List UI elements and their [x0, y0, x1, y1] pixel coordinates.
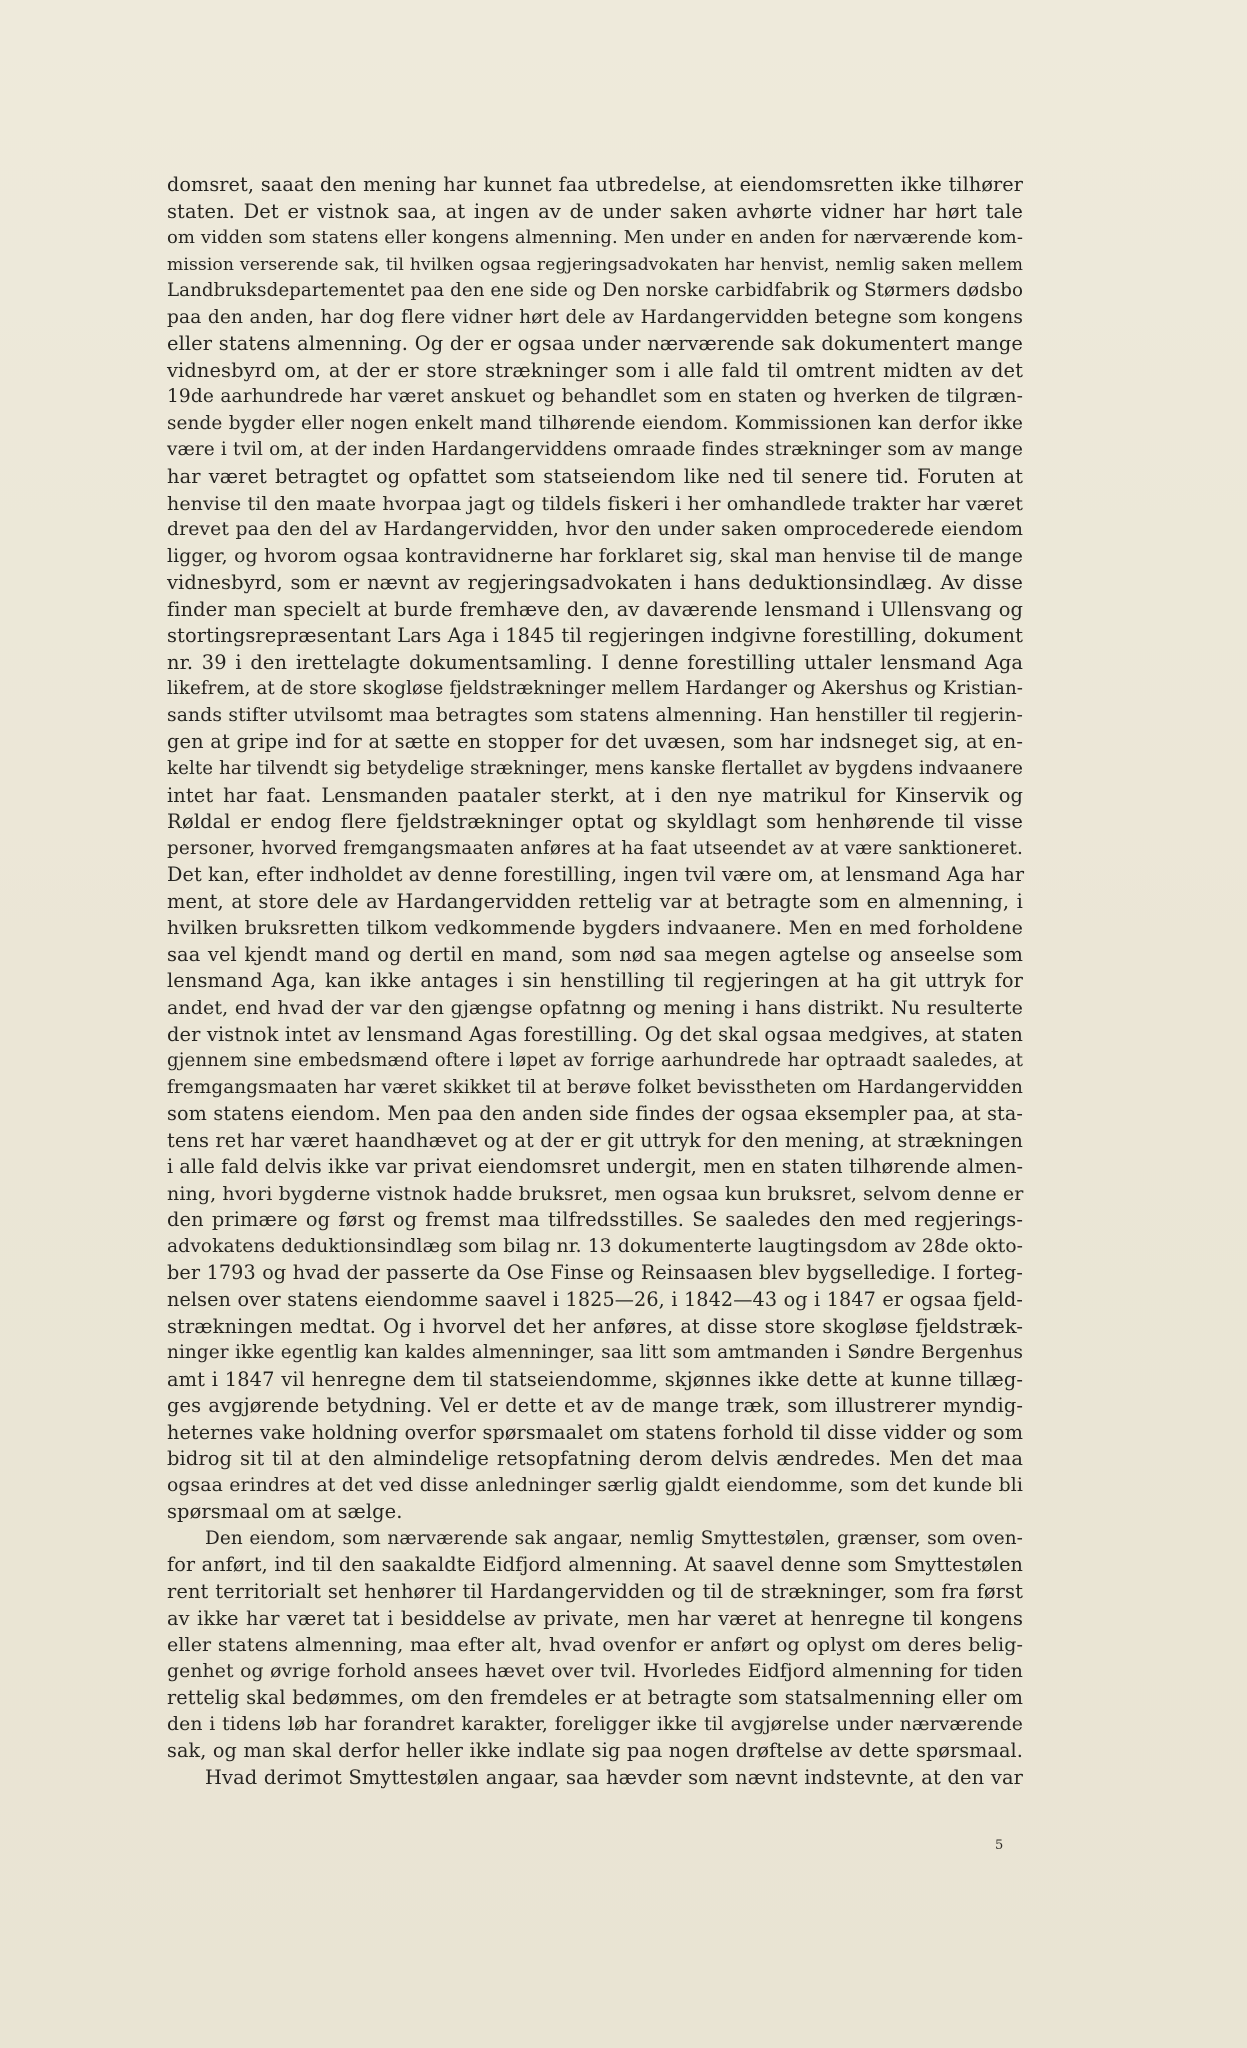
text-line: kelte har tilvendt sig betydelige strækninger, mens kanske flertallet av bygdens indvaanere: [167, 758, 1023, 780]
text-line: finder man specielt at burde fremhæve den, av daværende lensmand i Ullensvang og: [167, 597, 1023, 621]
text-line: domsret, saaat den mening har kunnet faa utbredelse, at eiendomsretten ikke tilhører: [167, 173, 1023, 196]
text-line: staten. Det er vistnok saa, at ingen av de under saken avhørte vidner har hørt tale: [167, 199, 1023, 223]
text-line: Det kan, efter indholdet av denne forestilling, ingen tvil være om, at lensmand Aga har: [167, 863, 1025, 887]
text-line: i alle fald delvis ikke var privat eiendomsret undergit, men en staten tilhørende almen-: [167, 1155, 1024, 1179]
text-line: Landbruksdepartementet paa den ene side og Den norske carbidfabrik og Størmers dødsbo: [167, 280, 1023, 302]
text-line: 19de aarhundrede har været anskuet og behandlet som en staten og hverken de tilgræn-: [167, 386, 1023, 408]
text-line: Den eiendom, som nærværende sak angaar, nemlig Smyttestølen, grænser, som oven-: [205, 1527, 1023, 1549]
text-line: om vidden som statens eller kongens almenning. Men under en anden for nærværende kom-: [167, 227, 1024, 249]
text-line: bidrog sit til at den almindelige retsopfatning derom delvis ændredes. Men det maa: [167, 1447, 1023, 1471]
page-number: 5: [995, 1838, 1004, 1853]
text-line: fremgangsmaaten har været skikket til at berøve folket bevisstheten om Hardangervidden: [167, 1076, 1023, 1098]
text-line: genhet og øvrige forhold ansees hævet over tvil. Hvorledes Eidfjord almenning for tiden: [167, 1660, 1023, 1682]
text-line: personer, hvorved fremgangsmaaten anføres at ha faat utseendet av at være sanktioneret.: [167, 837, 1023, 859]
text-line: nr. 39 i den irettelagte dokumentsamling. I denne forestilling uttaler lensmand Aga: [167, 650, 1023, 674]
text-line: den i tidens løb har forandret karakter, foreligger ikke til avgjørelse under nærværende: [167, 1713, 1023, 1735]
text-line: drevet paa den del av Hardangervidden, hvor den under saken omprocederede eiendom: [167, 519, 1023, 541]
text-line: sak, og man skal derfor heller ikke indlate sig paa nogen drøftelse av dette spørsmaal.: [167, 1739, 1023, 1763]
text-line: andet, end hvad der var den gjængse opfatnng og mening i hans distrikt. Nu resulterte: [167, 996, 1023, 1019]
text-line: ment, at store dele av Hardangervidden rettelig var at betragte som en almenning, i: [167, 889, 1023, 913]
text-line: har været betragtet og opfattet som statseiendom like ned til senere tid. Foruten at: [167, 465, 1023, 489]
text-line: saa vel kjendt mand og dertil en mand, som nød saa megen agtelse og anseelse som: [167, 942, 1023, 966]
text-line: ning, hvori bygderne vistnok hadde bruksret, men ogsaa kun bruksret, selvom denne er: [167, 1182, 1024, 1205]
text-line: amt i 1847 vil henregne dem til statseiendomme, skjønnes ikke dette at kunne tillæg-: [167, 1367, 1023, 1391]
body-text: [167, 172, 1023, 1791]
text-line: sands stifter utvilsomt maa betragtes som statens almenning. Han henstiller til regjerin-: [167, 704, 1023, 726]
text-line: likefrem, at de store skogløse fjeldstrækninger mellem Hardanger og Akershus og Kristian-: [167, 678, 1023, 700]
text-line: gen at gripe ind for at sætte en stopper for det uvæsen, som har indsneget sig, at en-: [167, 730, 1023, 754]
text-line: ogsaa erindres at det ved disse anledninger særlig gjaldt eiendomme, som det kunde bli: [167, 1474, 1023, 1496]
text-line: hvilken bruksretten tilkom vedkommende bygders indvaanere. Men en med forholdene: [167, 917, 1023, 940]
text-line: heternes vake holdning overfor spørsmaalet om statens forhold til disse vidder og som: [167, 1420, 1023, 1444]
text-line: paa den anden, har dog flere vidner hørt dele av Hardangervidden betegne som kongens: [167, 306, 1023, 328]
text-line: som statens eiendom. Men paa den anden side findes der ogsaa eksempler paa, at sta-: [167, 1102, 1023, 1126]
text-line: for anført, ind til den saakaldte Eidfjord almenning. At saavel denne som Smyttestølen: [167, 1553, 1023, 1577]
text-line: spørsmaal om at sælge.: [167, 1500, 403, 1524]
text-line: der vistnok intet av lensmand Agas forestilling. Og det skal ogsaa medgives, at staten: [167, 1022, 1023, 1046]
text-line: være i tvil om, at der inden Hardangerviddens omraade findes strækninger som av mange: [167, 439, 1023, 461]
text-line: mission verserende sak, til hvilken ogsaa regjeringsadvokaten har henvist, nemlig saken mellem: [167, 254, 1023, 275]
text-line: Hvad derimot Smyttestølen angaar, saa hævder som nævnt indstevnte, at den var: [205, 1765, 1023, 1789]
text-line: vidnesbyrd om, at der er store strækninger som i alle fald til omtrent midten av det: [167, 358, 1023, 382]
text-line: intet har faat. Lensmanden paataler sterkt, at i den nye matrikul for Kinservik og: [167, 783, 1023, 807]
text-line: stortingsrepræsentant Lars Aga i 1845 til regjeringen indgivne forestilling, dokument: [167, 624, 1023, 648]
text-line: advokatens deduktionsindlæg som bilag nr. 13 dokumenterte laugtingsdom av 28de okto-: [167, 1235, 1023, 1257]
text-line: ges avgjørende betydning. Vel er dette et av de mange træk, som illustrerer myndig-: [167, 1394, 1023, 1418]
text-line: eller statens almenning. Og der er ogsaa under nærværende sak dokumentert mange: [167, 332, 1023, 356]
text-line: av ikke har været tat i besiddelse av private, men har været at henregne til kongens: [167, 1606, 1023, 1630]
text-line: strækningen medtat. Og i hvorvel det her anføres, at disse store skogløse fjeldstræk-: [167, 1314, 1023, 1338]
text-line: eller statens almenning, maa efter alt, hvad ovenfor er anført og oplyst om deres belig-: [167, 1634, 1023, 1657]
text-line: den primære og først og fremst maa tilfredsstilles. Se saaledes den med regjerings-: [167, 1208, 1023, 1232]
text-line: vidnesbyrd, som er nævnt av regjeringsadvokaten i hans deduktionsindlæg. Av disse: [167, 571, 1023, 595]
text-line: ligger, og hvorom ogsaa kontravidnerne har forklaret sig, skal man henvise til de mange: [167, 545, 1023, 567]
text-line: rent territorialt set henhører til Hardangervidden og til de strækninger, som fra først: [167, 1579, 1023, 1603]
text-line: ber 1793 og hvad der passerte da Ose Finse og Reinsaasen blev bygselledige. I forteg-: [167, 1261, 1023, 1285]
text-line: Røldal er endog flere fjeldstrækninger optat og skyldlagt som henhørende til visse: [167, 810, 1023, 834]
text-line: nelsen over statens eiendomme saavel i 1825—26, i 1842—43 og i 1847 er ogsaa fjeld-: [167, 1287, 1023, 1311]
text-line: rettelig skal bedømmes, om den fremdeles er at betragte som statsalmenning eller om: [167, 1686, 1023, 1710]
text-line: lensmand Aga, kan ikke antages i sin henstilling til regjeringen at ha git uttryk for: [167, 969, 1023, 993]
text-line: ninger ikke egentlig kan kaldes almenninger, saa litt som amtmanden i Søndre Bergenhus: [167, 1342, 1023, 1364]
text-line: sende bygder eller nogen enkelt mand tilhørende eiendom. Kommissionen kan derfor ikke: [167, 412, 1023, 434]
text-line: tens ret har været haandhævet og at der er git uttryk for den mening, at strækningen: [167, 1128, 1023, 1152]
text-line: henvise til den maate hvorpaa jagt og tildels fiskeri i her omhandlede trakter har været: [167, 492, 1023, 515]
text-line: gjennem sine embedsmænd oftere i løpet av forrige aarhundrede har optraadt saaledes, at: [167, 1050, 1023, 1072]
